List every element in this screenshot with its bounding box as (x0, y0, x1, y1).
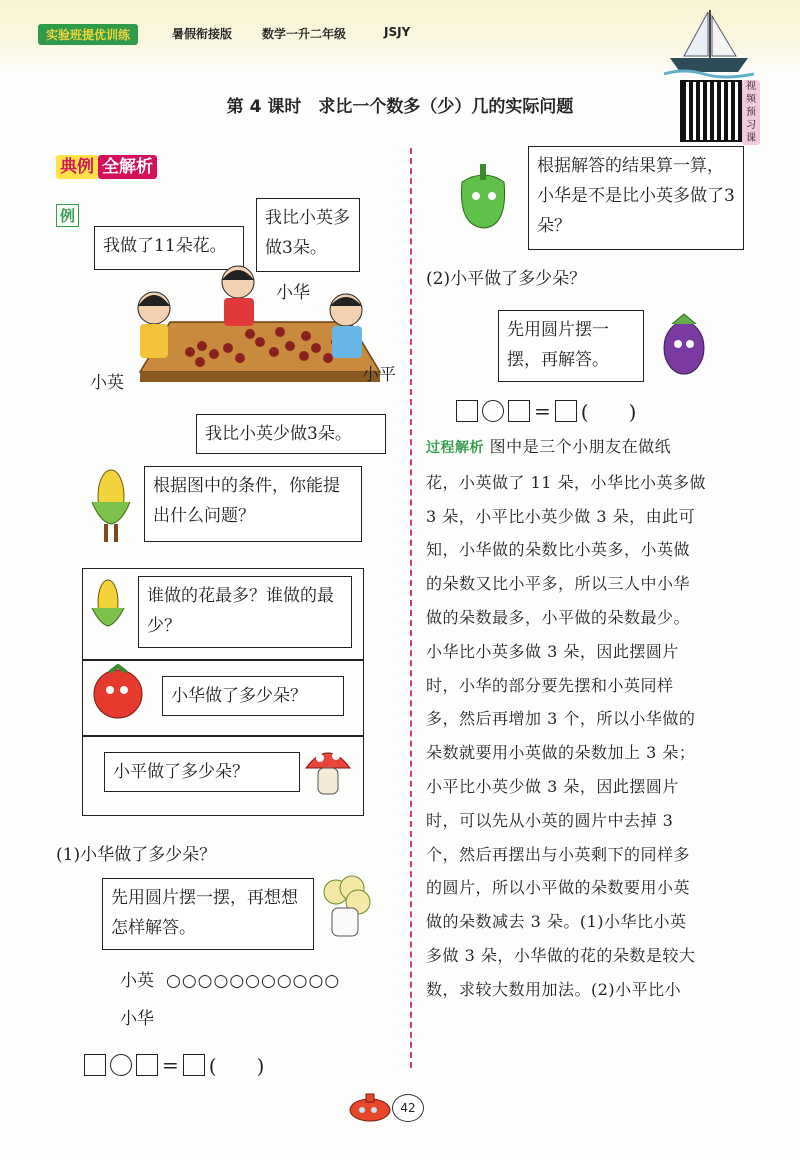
row-hua-label: 小华 (120, 1009, 154, 1029)
analysis-line: 做的朵数最多，小平做的朵数最少。 (426, 607, 691, 627)
analysis-line: 小平比小英少做 3 朵，因此摆圆片 (426, 776, 679, 796)
bubble-ying: 我做了11朵花。 (94, 226, 244, 270)
edition-label: 暑假衔接版 (172, 27, 233, 41)
equals-sign: = (534, 398, 551, 423)
prompt-bubble: 根据图中的条件，你能提出什么问题？ (144, 466, 362, 542)
section-tag-a: 典例 (56, 155, 98, 179)
question-bubble-3: 小平做了多少朵？ (104, 752, 300, 792)
eggplant-mascot-icon (656, 306, 716, 382)
analysis-line: 个，然后再摆出与小英剩下的同样多 (426, 844, 691, 864)
check-bubble: 根据解答的结果算一算，小华是不是比小英多做了3朵？ (528, 146, 744, 250)
answer-box[interactable] (183, 1054, 205, 1076)
analysis-line: 的朵数又比小平多，所以三人中小华 (426, 574, 691, 594)
analysis-line: 3 朵，小平比小英少做 3 朵，由此可 (426, 506, 696, 526)
cauliflower-mascot-icon (318, 874, 374, 944)
analysis-line: 小华比小英多做 3 朵，因此摆圆片 (426, 641, 679, 661)
corn-mascot-icon (86, 462, 136, 546)
equation-2 (456, 396, 636, 425)
pepper-mascot-icon (448, 152, 518, 236)
section-heading (56, 152, 157, 177)
analysis-line: 知，小华做的朵数比小英多，小英做 (426, 540, 691, 560)
code-label: JSJY (384, 25, 411, 39)
column-divider (410, 148, 412, 1068)
section-tag-b: 全解析 (98, 155, 157, 179)
part1-hint-bubble: 先用圆片摆一摆，再想想怎样解答。 (102, 878, 314, 950)
analysis-line: 时，小华的部分要先摆和小英同样 (426, 675, 674, 695)
subject-label: 数学一升二年级 (262, 27, 347, 41)
part2-label: (2)小平做了多少朵？ (426, 269, 587, 289)
equation-box[interactable] (508, 400, 530, 422)
equals-sign: = (162, 1052, 179, 1077)
bubble-ping: 我比小英少做3朵。 (196, 414, 386, 454)
qr-code[interactable] (680, 80, 742, 142)
children-table-illustration (110, 262, 400, 412)
analysis-line: 多做 3 朵，小华做的花的朵数是较大 (426, 945, 696, 965)
operator-circle[interactable] (110, 1054, 132, 1076)
row-ying-label: 小英 (120, 971, 154, 991)
name-ying: 小英 (90, 373, 124, 393)
unit-blank[interactable]: ( ) (580, 400, 637, 424)
name-hua: 小华 (276, 283, 310, 303)
row-ying-circles: ○○○○○○○○○○○ (166, 971, 341, 991)
analysis-line: 时，可以先从小英的圆片中去掉 3 (426, 810, 674, 830)
mushroom-mascot-icon (302, 742, 354, 806)
analysis-line: 的圆片，所以小平做的朵数要用小英 (426, 878, 691, 898)
corn-mascot-icon (88, 574, 128, 644)
unit-blank[interactable]: ( ) (208, 1054, 265, 1078)
series-tag: 实验班提优训练 (38, 24, 138, 45)
analysis-line: 过程解析 图中是三个小朋友在做纸 (426, 437, 672, 456)
analysis-text (426, 430, 766, 1007)
answer-box[interactable] (555, 400, 577, 422)
equation-box[interactable] (456, 400, 478, 422)
part2-hint-bubble: 先用圆片摆一摆，再解答。 (498, 310, 644, 382)
analysis-line: 朵数就要用小英做的朵数加上 3 朵； (426, 743, 696, 763)
operator-circle[interactable] (482, 400, 504, 422)
equation-1 (84, 1050, 264, 1079)
sailboat-icon (664, 6, 754, 80)
analysis-line: 数，求较大数用加法。(2)小平比小 (426, 979, 682, 999)
name-ping: 小平 (362, 365, 396, 385)
bubble-hua: 我比小英多做3朵。 (256, 198, 360, 272)
qr-label: 视频预习课 (742, 80, 760, 145)
lesson-title: 第 4 课时 求比一个数多（少）几的实际问题 (226, 97, 574, 117)
analysis-tag: 过程解析 (426, 440, 484, 456)
submarine-icon (346, 1086, 396, 1126)
question-bubble-1: 谁做的花最多？谁做的最少？ (138, 576, 352, 648)
page-number: 42 (392, 1094, 424, 1122)
tomato-mascot-icon (88, 664, 148, 728)
equation-box[interactable] (136, 1054, 158, 1076)
analysis-line: 多，然后再增加 3 个，所以小华做的 (426, 709, 696, 729)
example-tag: 例 (56, 204, 79, 227)
equation-box[interactable] (84, 1054, 106, 1076)
analysis-line: 花，小英做了 11 朵，小华比小英多做 (426, 472, 707, 492)
part1-label: (1)小华做了多少朵？ (56, 845, 217, 865)
analysis-line: 做的朵数减去 3 朵。(1)小华比小英 (426, 912, 687, 932)
question-bubble-2: 小华做了多少朵？ (162, 676, 344, 716)
